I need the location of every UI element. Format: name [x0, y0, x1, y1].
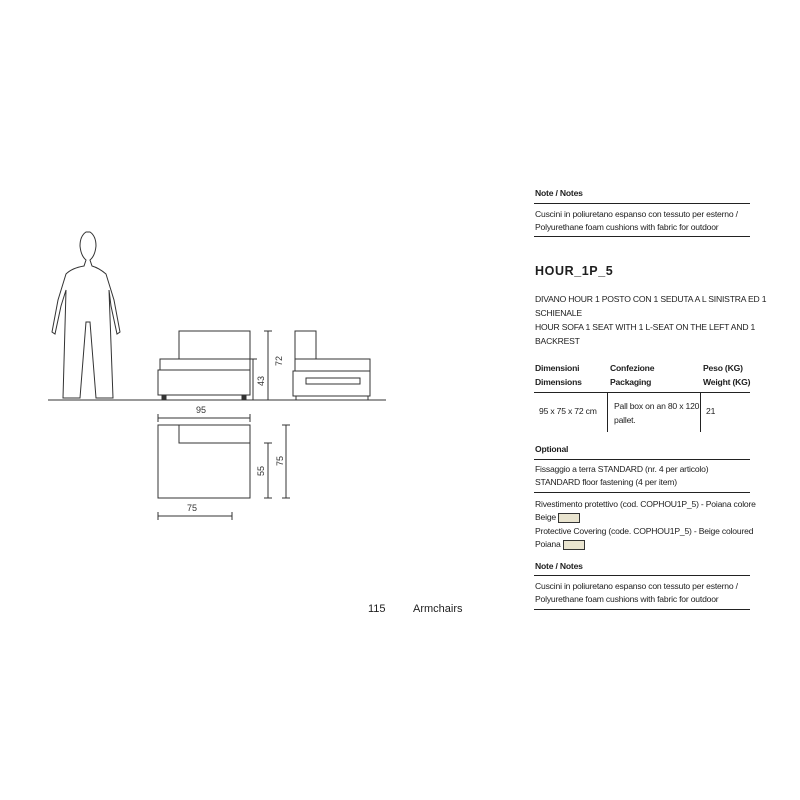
notes-bottom-line1: Cuscini in poliuretano espanso con tessuto per esterno / — [535, 581, 738, 591]
top-view-dimensions — [158, 414, 290, 520]
optional-cover-beige-row — [535, 512, 580, 523]
human-figure-silhouette — [52, 232, 120, 398]
notes-top-line2: Polyurethane foam cushions with fabric for outdoor — [535, 222, 719, 232]
product-desc-line2: SCHIENALE — [535, 308, 582, 318]
optional-heading: Optional — [535, 444, 569, 454]
product-code: HOUR_1P_5 — [535, 264, 614, 278]
notes-top-heading: Note / Notes — [535, 188, 583, 198]
spec-header-dimensions-it: Dimensioni — [535, 363, 580, 373]
product-desc-line3: HOUR SOFA 1 SEAT WITH 1 L-SEAT ON THE LEFT AND 1 — [535, 322, 756, 332]
divider — [534, 236, 750, 237]
optional-fixing-line2: STANDARD floor fastening (4 per item) — [535, 477, 677, 487]
dim-55-label: 55 — [256, 465, 266, 476]
divider — [534, 575, 750, 576]
dim-75-label: 75 — [187, 503, 198, 513]
spec-header-weight-en: Weight (KG) — [703, 377, 751, 387]
dim-43-label: 43 — [256, 375, 266, 386]
side-view-armchair — [293, 331, 370, 400]
optional-cover-line2: Beige — [535, 512, 556, 522]
front-height-dimensions — [249, 331, 272, 400]
optional-cover-line1: Rivestimento protettivo (cod. COPHOU1P_5) - Poiana colore — [535, 499, 756, 509]
spec-header-packaging-it: Confezione — [610, 363, 655, 373]
spec-dimensions-value: 95 x 75 x 72 cm — [539, 406, 597, 416]
optional-cover-line4: Poiana — [535, 539, 561, 549]
front-view-armchair — [158, 331, 250, 400]
spec-packaging-line1: Pall box on an 80 x 120 — [614, 401, 700, 411]
optional-cover-poiana-row — [535, 539, 585, 550]
spec-packaging-line2: pallet. — [614, 415, 636, 425]
table-column-divider — [700, 392, 701, 432]
divider — [534, 392, 750, 393]
dim-95-label: 95 — [196, 405, 207, 415]
notes-top-line1: Cuscini in poliuretano espanso con tessuto per esterno / — [535, 209, 738, 219]
spec-header-weight-it: Peso (KG) — [703, 363, 743, 373]
optional-fixing-line1: Fissaggio a terra STANDARD (nr. 4 per articolo) — [535, 464, 709, 474]
product-desc-line1: DIVANO HOUR 1 POSTO CON 1 SEDUTA A L SINISTRA ED 1 — [535, 294, 767, 304]
divider — [534, 492, 750, 493]
divider — [534, 609, 750, 610]
dim-75-side-label: 75 — [275, 455, 285, 466]
poiana-color-swatch — [563, 540, 585, 550]
product-desc-line4: BACKREST — [535, 336, 580, 346]
notes-bottom-line2: Polyurethane foam cushions with fabric for outdoor — [535, 594, 719, 604]
divider — [534, 459, 750, 460]
divider — [534, 203, 750, 204]
table-column-divider — [607, 392, 608, 432]
spec-header-dimensions-en: Dimensions — [535, 377, 582, 387]
top-view-armchair — [158, 425, 250, 498]
optional-cover-line3: Protective Covering (code. COPHOU1P_5) - Beige coloured — [535, 526, 754, 536]
beige-color-swatch — [558, 513, 580, 523]
notes-bottom-heading: Note / Notes — [535, 561, 583, 571]
spec-header-packaging-en: Packaging — [610, 377, 652, 387]
spec-weight-value: 21 — [706, 406, 716, 416]
dim-72-label: 72 — [274, 355, 284, 366]
page-number: 115 — [368, 603, 386, 615]
section-title: Armchairs — [413, 603, 463, 615]
